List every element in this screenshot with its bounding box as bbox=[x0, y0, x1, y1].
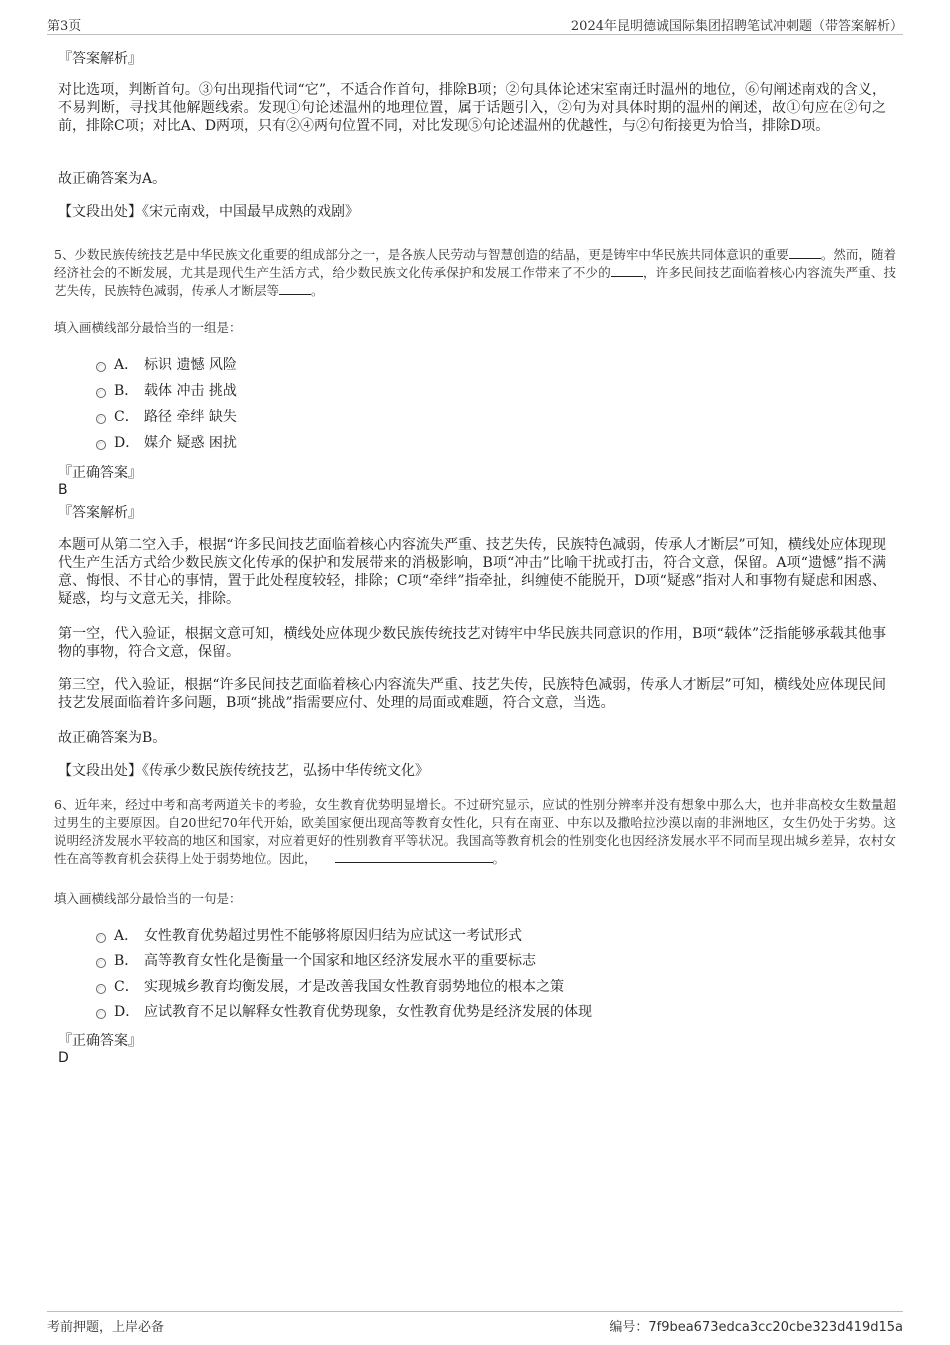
option-c[interactable]: C． 路径 牵绊 缺失 bbox=[96, 407, 237, 427]
analysis-text: 对比选项，判断首句。③句出现指代词“它”，不适合作首句，排除B项；②句具体论述宋室南迁时温州的地位，⑥句阐述南戏的含义，不易判断，寻找其他解题线索。发现①句论述温州的地理位置，属于话题引入，②句为对具体时期的温州的阐述，故①句应在②句之前，排除C项；对比A、D两项，只有②④两句位置不同，对比发现⑤句论述温州的优越性，与②句衔接更为恰当，排除D项。 bbox=[58, 82, 886, 134]
radio-icon[interactable] bbox=[96, 414, 106, 424]
blank-2 bbox=[611, 264, 643, 277]
correct-answer: B bbox=[58, 482, 68, 498]
radio-icon[interactable] bbox=[96, 1009, 106, 1019]
option-d[interactable]: D． 媒介 疑惑 困扰 bbox=[96, 433, 237, 453]
option-c[interactable]: C． 实现城乡教育均衡发展，才是改善我国女性教育弱势地位的根本之策 bbox=[96, 977, 564, 997]
option-d[interactable]: D． 应试教育不足以解释女性教育优势现象，女性教育优势是经济发展的体现 bbox=[96, 1002, 592, 1022]
conclusion: 故正确答案为A。 bbox=[58, 171, 167, 187]
document-code: 编号：7f9bea673edca3cc20cbe323d419d15a bbox=[609, 1320, 903, 1335]
correct-answer-heading: 『正确答案』 bbox=[58, 1033, 142, 1049]
question-5-stem: 5、少数民族传统技艺是中华民族文化重要的组成部分之一，是各族人民劳动与智慧创造的结晶，更是铸牢中华民族共同体意识的重要 。然而，随着经济社会的不断发展，尤其是现代生产生活方式，给少数民族文化传承保护和发展工作带来了不少的 ，许多民间技艺面临着核心内容流失严重、技艺失传，民族特色减弱，传承人才断层等 。 bbox=[54, 247, 896, 298]
radio-icon[interactable] bbox=[96, 362, 106, 372]
radio-icon[interactable] bbox=[96, 984, 106, 994]
radio-icon[interactable] bbox=[96, 440, 106, 450]
analysis-paragraph-3: 第三空，代入验证，根据“许多民间技艺面临着核心内容流失严重、技艺失传，民族特色减弱，传承人才断层”可知，横线处应体现民间技艺发展面临着许多问题，B项“挑战”指需要应付、处理的局面或难题，符合文意，当选。 bbox=[58, 677, 886, 711]
question-6-stem: 6、近年来，经过中考和高考两道关卡的考验，女生教育优势明显增长。不过研究显示，应试的性别分辨率并没有想象中那么大，也并非高校女生数量超过男生的主要原因。自20世纪70年代开始，欧美国家便出现高等教育女性化，只有在南亚、中东以及撒哈拉沙漠以南的非洲地区，女生仍处于劣势。这说明经济发展水平较高的地区和国家，对应着更好的性别教育平等状况。我国高等教育机会的性别变化也因经济发展水平不同而呈现出城乡差异，农村女性在高等教育机会获得上处于弱势地位。因此， 。 bbox=[54, 797, 896, 866]
page-footer bbox=[47, 1311, 903, 1335]
option-b[interactable]: B． 高等教育女性化是衡量一个国家和地区经济发展水平的重要标志 bbox=[96, 951, 536, 971]
footer-slogan: 考前押题，上岸必备 bbox=[47, 1320, 165, 1335]
radio-icon[interactable] bbox=[96, 958, 106, 968]
blank-1 bbox=[789, 246, 821, 259]
option-b[interactable]: B． 载体 冲击 挑战 bbox=[96, 381, 237, 401]
analysis-paragraph-2: 第一空，代入验证，根据文意可知，横线处应体现少数民族传统技艺对铸牢中华民族共同意识的作用，B项“载体”泛指能够承载其他事物的事物，符合文意，保留。 bbox=[58, 626, 886, 660]
source-citation: 【文段出处】《宋元南戏，中国最早成熟的戏剧》 bbox=[58, 204, 359, 220]
analysis-heading: 『答案解析』 bbox=[58, 505, 142, 521]
document-title: 2024年昆明德诚国际集团招聘笔试冲刺题（带答案解析） bbox=[570, 19, 903, 34]
correct-answer: D bbox=[58, 1050, 69, 1066]
analysis-paragraph-1: 本题可从第二空入手，根据“许多民间技艺面临着核心内容流失严重、技艺失传，民族特色减弱，传承人才断层”可知，横线处应体现现代生产生活方式给少数民族文化传承的保护和发展带来的消极影响，B项“冲击”比喻干扰或打击，符合文意，保留。A项“遗憾”指不满意、悔恨、不甘心的事情，置于此处程度较轻，排除；C项“牵绊”指牵扯，纠缠使不能脱开，D项“疑惑”指对人和事物有疑虑和困惑、疑惑，均与文意无关，排除。 bbox=[58, 537, 886, 607]
conclusion: 故正确答案为B。 bbox=[58, 730, 167, 746]
blank bbox=[335, 850, 493, 863]
option-a[interactable]: A． 女性教育优势超过男性不能够将原因归结为应试这一考试形式 bbox=[96, 926, 522, 946]
page-number: 第3页 bbox=[47, 19, 82, 34]
radio-icon[interactable] bbox=[96, 388, 106, 398]
analysis-heading: 『答案解析』 bbox=[58, 51, 142, 67]
option-a[interactable]: A． 标识 遗憾 风险 bbox=[96, 355, 237, 375]
question-6-prompt: 填入画横线部分最恰当的一句是： bbox=[54, 891, 242, 906]
blank-3 bbox=[279, 282, 311, 295]
source-citation: 【文段出处】《传承少数民族传统技艺，弘扬中华传统文化》 bbox=[58, 763, 429, 779]
correct-answer-heading: 『正确答案』 bbox=[58, 465, 142, 481]
radio-icon[interactable] bbox=[96, 933, 106, 943]
question-5-prompt: 填入画横线部分最恰当的一组是： bbox=[54, 320, 242, 335]
page-header bbox=[47, 12, 903, 35]
